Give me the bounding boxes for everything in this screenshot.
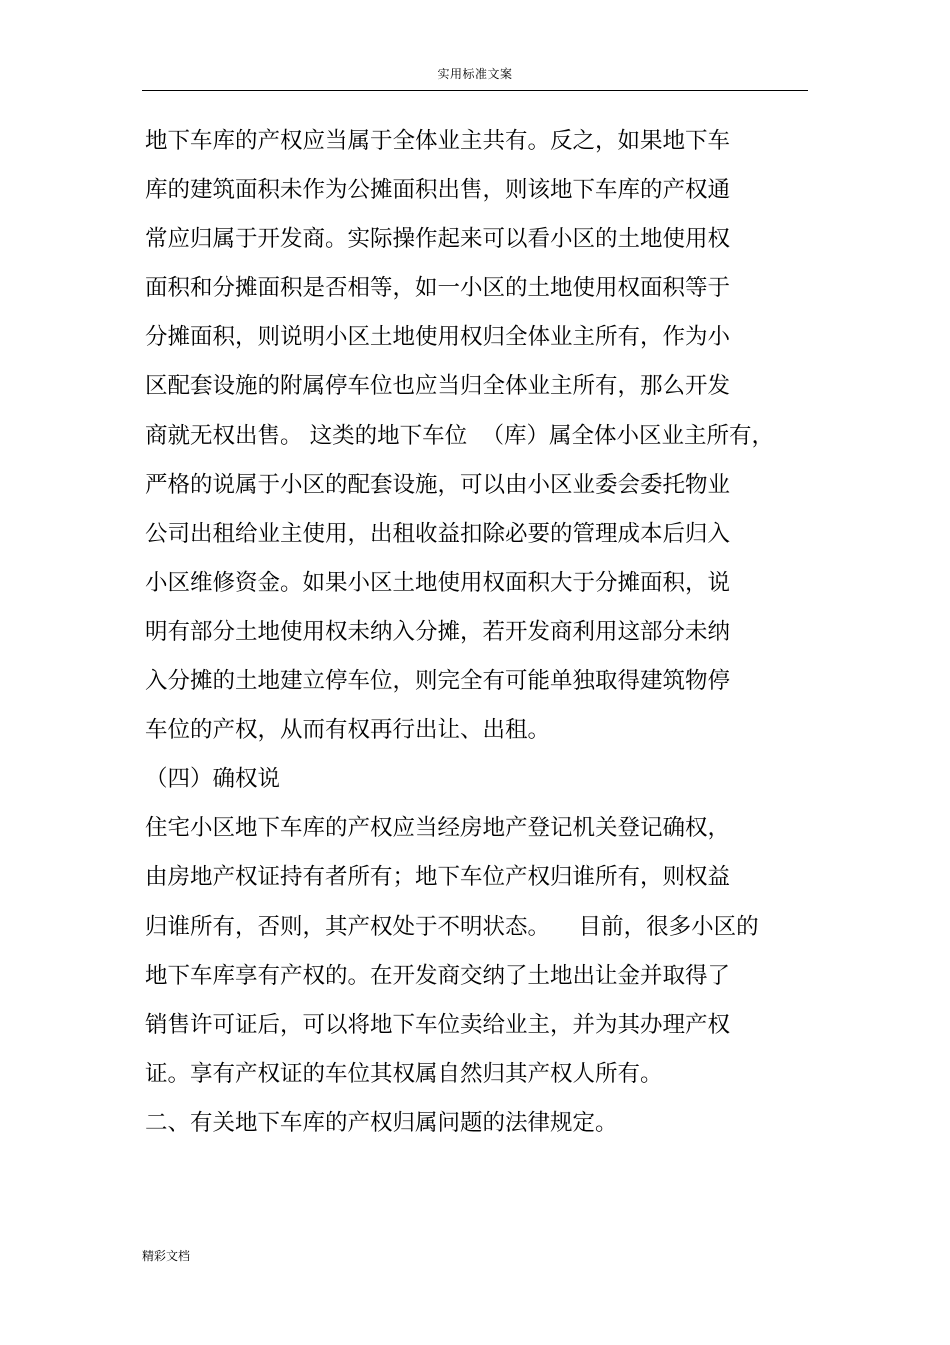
text-line: 库的建筑面积未作为公摊面积出售，则该地下车库的产权通	[145, 177, 731, 204]
text-line: 区配套设施的附属停车位也应当归全体业主所有，那么开发	[145, 373, 731, 400]
text-line: 归谁所有，否则，其产权处于不明状态。 目前，很多小区的	[145, 913, 759, 940]
text-line: 严格的说属于小区的配套设施，可以由小区业委会委托物业	[145, 471, 731, 498]
text-line: 由房地产权证持有者所有；地下车位产权归谁所有，则权益	[145, 864, 731, 891]
text-line: 证。享有产权证的车位其权属自然归其产权人所有。	[145, 1060, 663, 1087]
text-line: 住宅小区地下车库的产权应当经房地产登记机关登记确权，	[145, 815, 731, 842]
text-line: 车位的产权，从而有权再行出让、出租。	[145, 717, 551, 744]
text-line: 分摊面积，则说明小区土地使用权归全体业主所有，作为小	[145, 324, 731, 351]
page-footer: 精彩文档	[142, 1249, 191, 1263]
text-line: 面积和分摊面积是否相等，如一小区的土地使用权面积等于	[145, 275, 731, 302]
document-body	[145, 121, 805, 1152]
text-line: 公司出租给业主使用，出租收益扣除必要的管理成本后归入	[145, 520, 731, 547]
text-line: 常应归属于开发商。实际操作起来可以看小区的土地使用权	[145, 226, 731, 253]
text-line: 地下车库的产权应当属于全体业主共有。反之，如果地下车	[145, 128, 731, 154]
text-line: 小区维修资金。如果小区土地使用权面积大于分摊面积，说	[145, 569, 731, 596]
text-line: 明有部分土地使用权未纳入分摊，若开发商利用这部分未纳	[145, 618, 731, 645]
text-line: 商就无权出售。 这类的地下车位 （库）属全体小区业主所有，	[145, 422, 774, 449]
text-line: 销售许可证后，可以将地下车位卖给业主，并为其办理产权	[145, 1011, 731, 1038]
text-line: 地下车库享有产权的。在开发商交纳了土地出让金并取得了	[145, 962, 731, 989]
section-heading: （四）确权说	[145, 766, 281, 793]
text-line: 入分摊的土地建立停车位，则完全有可能单独取得建筑物停	[145, 668, 731, 695]
section-heading: 二、有关地下车库的产权归属问题的法律规定。	[145, 1109, 618, 1136]
page-header: 实用标准文案	[437, 67, 513, 81]
header-divider	[142, 90, 808, 91]
